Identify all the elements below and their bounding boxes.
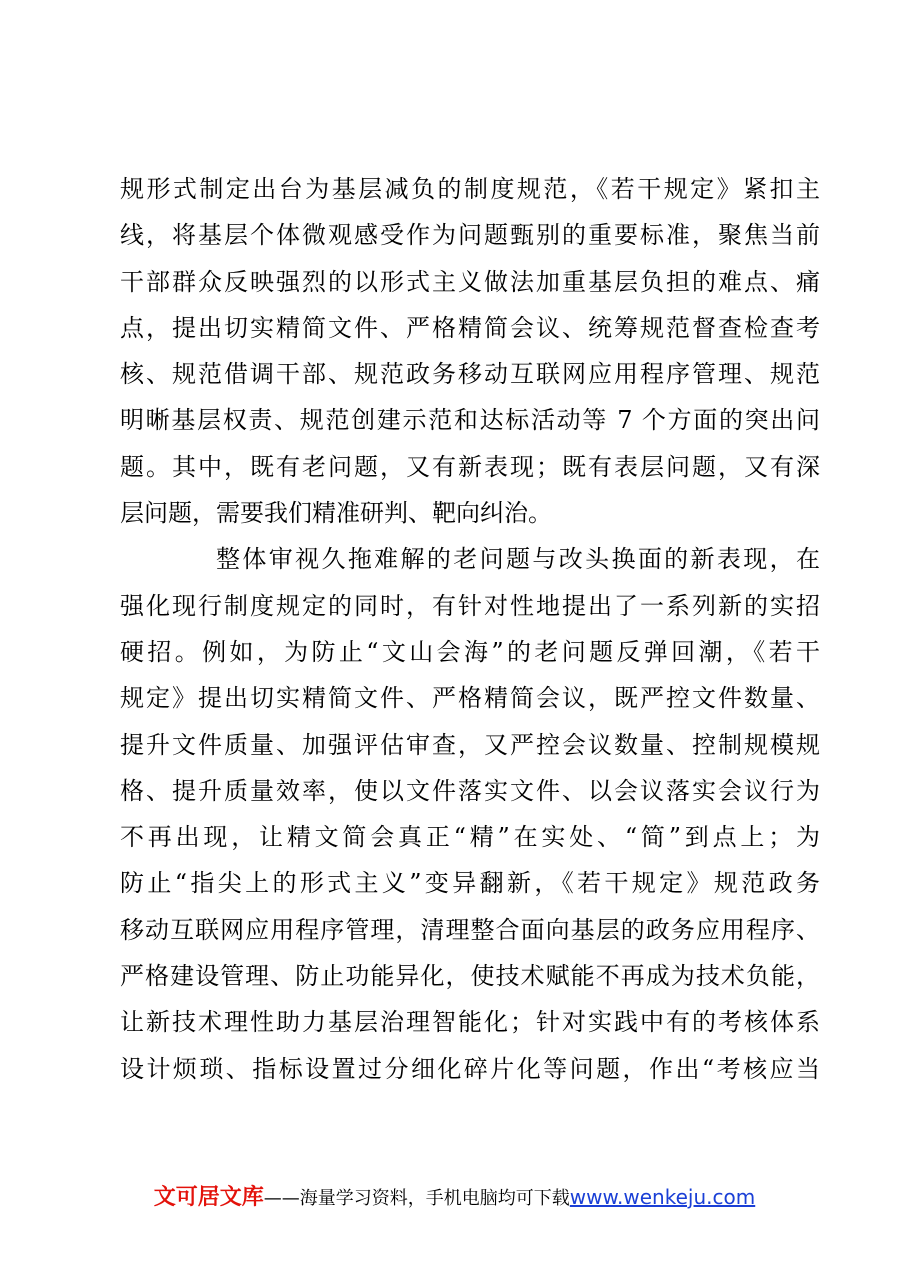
paragraph-1-line-7: 题。其中，既有老问题，又有新表现；既有表层问题，又有深 bbox=[120, 452, 820, 481]
body-text bbox=[120, 166, 820, 1092]
paragraph-2-line-4: 规定》提出切实精简文件、严格精简会议，既严控文件数量、 bbox=[120, 684, 820, 713]
paragraph-2-line-12: 设计烦琐、指标设置过分细化碎片化等问题，作出“考核应当 bbox=[120, 1054, 820, 1083]
paragraph-2-line-2: 强化现行制度规定的同时，有针对性地提出了一系列新的实招 bbox=[120, 591, 820, 620]
paragraph-1-line-6: 明晰基层权责、规范创建示范和达标活动等 7 个方面的突出问 bbox=[120, 406, 820, 435]
paragraph-1-line-8: 层问题，需要我们精准研判、靶向纠治。 bbox=[120, 499, 552, 528]
paragraph-2-line-8: 防止“指尖上的形式主义”变异翻新，《若干规定》规范政务 bbox=[120, 869, 820, 898]
paragraph-2-line-3: 硬招。例如，为防止“文山会海”的老问题反弹回潮，《若干 bbox=[120, 637, 820, 666]
paragraph-2-line-6: 格、提升质量效率，使以文件落实文件、以会议落实会议行为 bbox=[120, 776, 820, 805]
paragraph-1-line-3: 干部群众反映强烈的以形式主义做法加重基层负担的难点、痛 bbox=[120, 267, 820, 296]
footer-url-link[interactable]: www.wenkeju.com bbox=[569, 1185, 756, 1209]
paragraph-2-line-9: 移动互联网应用程序管理，清理整合面向基层的政务应用程序、 bbox=[120, 915, 820, 944]
paragraph-2-line-10: 严格建设管理、防止功能异化，使技术赋能不再成为技术负能， bbox=[120, 962, 820, 991]
paragraph-2-line-1: 整体审视久拖难解的老问题与改头换面的新表现，在 bbox=[216, 545, 820, 574]
paragraph-1-line-4: 点，提出切实精简文件、严格精简会议、统筹规范督查检查考 bbox=[120, 313, 820, 342]
footer-banner bbox=[0, 1180, 909, 1211]
paragraph-1-line-1: 规形式制定出台为基层减负的制度规范，《若干规定》紧扣主 bbox=[120, 175, 820, 203]
paragraph-2-line-11: 让新技术理性助力基层治理智能化；针对实践中有的考核体系 bbox=[120, 1008, 820, 1037]
footer-slogan: ——海量学习资料，手机电脑均可下载 bbox=[263, 1188, 570, 1209]
paragraph-1-line-5: 核、规范借调干部、规范政务移动互联网应用程序管理、规范 bbox=[120, 360, 820, 389]
paragraph-2-line-5: 提升文件质量、加强评估审查，又严控会议数量、控制规模规 bbox=[120, 730, 820, 759]
paragraph-1-line-2: 线，将基层个体微观感受作为问题甄别的重要标准，聚焦当前 bbox=[120, 221, 820, 250]
footer-brand: 文可居文库 bbox=[153, 1185, 264, 1210]
paragraph-2-line-7: 不再出现，让精文简会真正“精”在实处、“简”到点上；为 bbox=[120, 823, 820, 852]
